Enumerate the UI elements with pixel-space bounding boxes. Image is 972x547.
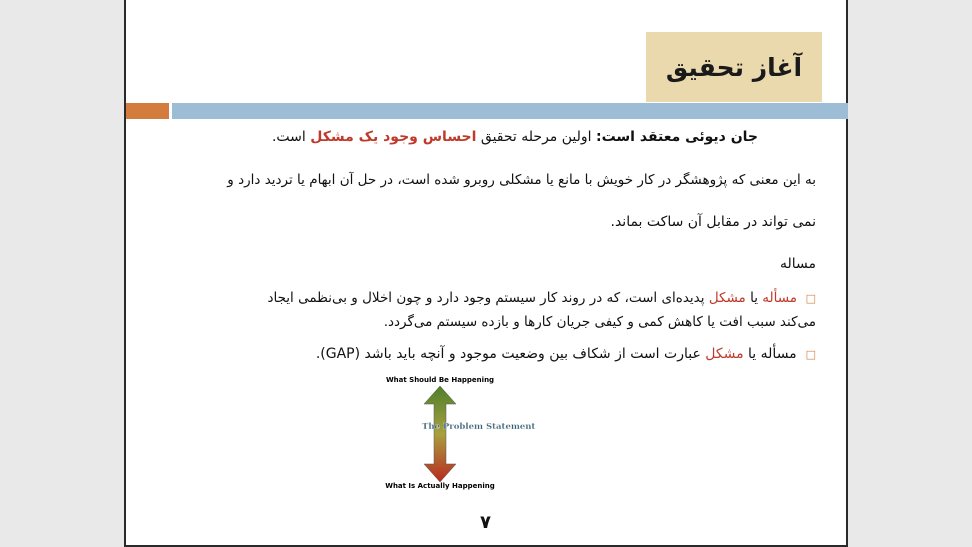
dewey-text-after: است. (271, 129, 311, 145)
bullet-square-icon: □ (805, 292, 816, 305)
problem-statement-diagram (385, 374, 556, 494)
diagram-top-label: What Should Be Happening (385, 376, 495, 384)
slide-title-box (646, 32, 822, 102)
double-arrow-icon (424, 386, 456, 482)
bullet-1-line-1 (267, 290, 816, 306)
diagram-middle-label: The Problem Statement (422, 422, 536, 432)
page-number: ۷ (480, 512, 491, 533)
diagram-bottom-label: What Is Actually Happening (385, 482, 495, 490)
paragraph-meaning-cont: نمی تواند در مقابل آن ساکت بماند. (610, 214, 816, 230)
bullet-1-line-2: می‌کند سبب افت یا کاهش کمی و کیفی جریان کارها و بازده سیستم می‌گردد. (383, 314, 816, 330)
dewey-highlight: احساس وجود یک مشکل (310, 129, 477, 145)
paragraph-meaning: به این معنی که پژوهشگر در کار خویش با مانع یا مشکلی روبرو شده است، در حل آن ابهام یا تردید دارد و (227, 172, 816, 188)
bullet-square-icon: □ (805, 348, 816, 361)
bullet-2 (316, 346, 816, 362)
bullet-1-text-1: یا (745, 290, 763, 306)
bullet-1-highlight-1: مسأله (762, 290, 797, 306)
bullet-2-text-0: مسأله یا (743, 346, 797, 362)
slide-title: آغاز تحقیق (665, 52, 803, 82)
bullet-2-text-1: عبارت است از شکاف بین وضعیت موجود و آنچه باید باشد (GAP). (315, 346, 706, 362)
dewey-text-before: اولین مرحله تحقیق (476, 129, 596, 145)
bullet-1-highlight-2: مشکل (708, 290, 746, 306)
paragraph-dewey (272, 129, 758, 145)
bullet-2-highlight: مشکل (705, 346, 744, 362)
accent-bar-orange (126, 103, 169, 119)
dewey-intro: جان دیوئی معتقد است: (596, 129, 758, 145)
accent-bar-blue (172, 103, 848, 119)
bullet-1-text-2: پدیده‌ای است، که در روند کار سیستم وجود دارد و چون اخلال و بی‌نظمی ایجاد (267, 290, 709, 306)
slide (124, 0, 848, 547)
paragraph-masale: مساله (779, 256, 816, 272)
